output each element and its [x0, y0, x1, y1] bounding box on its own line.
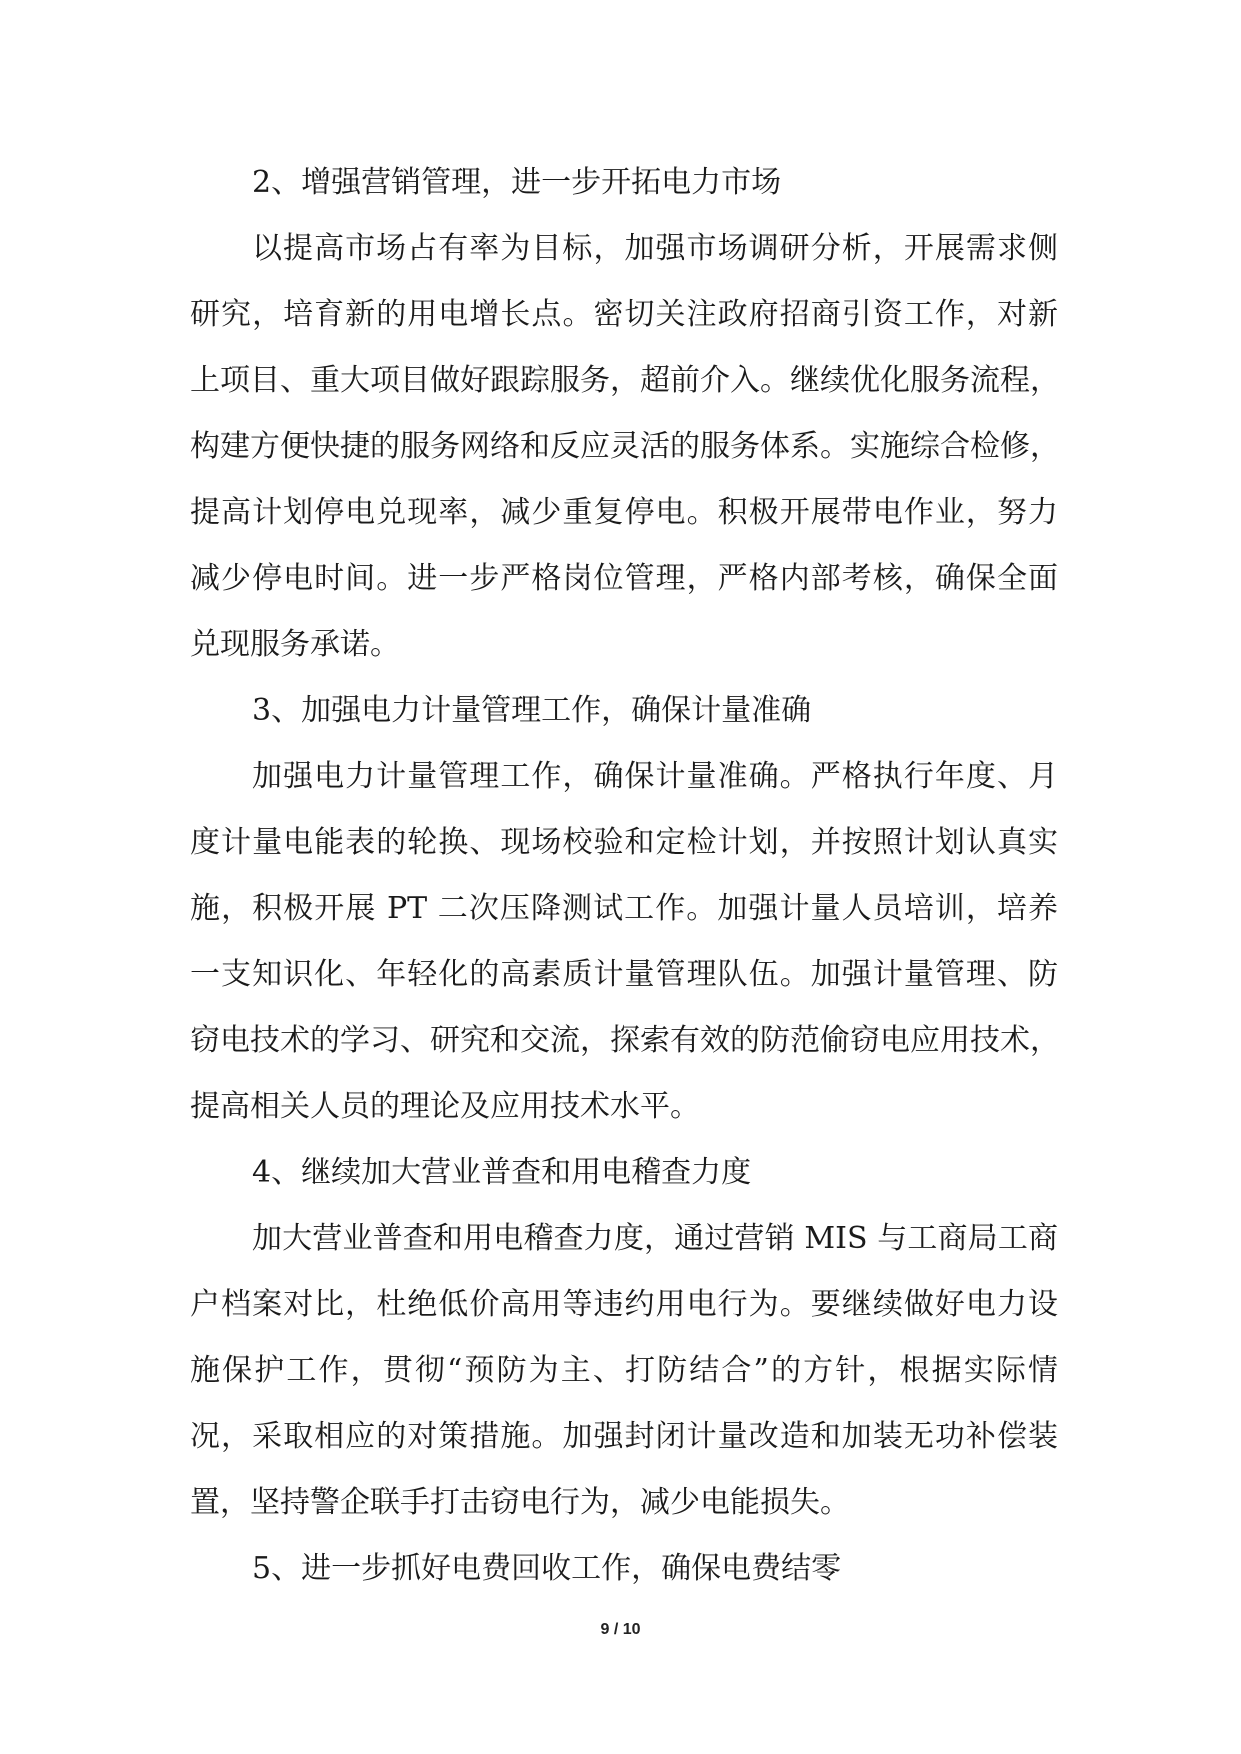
- paragraph-line: 以提高市场占有率为目标，加强市场调研分析，开展需求侧: [252, 231, 1058, 266]
- paragraph-line: 况，采取相应的对策措施。加强封闭计量改造和加装无功补偿装: [190, 1419, 1058, 1454]
- paragraph-line: 窃电技术的学习、研究和交流，探索有效的防范偷窃电应用技术，: [190, 1023, 1060, 1058]
- section-heading: 5、进一步抓好电费回收工作，确保电费结零: [252, 1551, 842, 1586]
- paragraph-line: 施，积极开展 PT 二次压降测试工作。加强计量人员培训，培养: [190, 891, 1058, 926]
- paragraph-line: 一支知识化、年轻化的高素质计量管理队伍。加强计量管理、防: [190, 957, 1058, 992]
- paragraph-line: 加大营业普查和用电稽查力度，通过营销 MIS 与工商局工商: [252, 1221, 1058, 1256]
- section-heading: 3、加强电力计量管理工作，确保计量准确: [252, 693, 812, 728]
- paragraph-line: 提高相关人员的理论及应用技术水平。: [190, 1089, 700, 1124]
- paragraph-line: 加强电力计量管理工作，确保计量准确。严格执行年度、月: [252, 759, 1058, 794]
- paragraph-line: 置，坚持警企联手打击窃电行为，减少电能损失。: [190, 1485, 850, 1520]
- paragraph-line: 减少停电时间。进一步严格岗位管理，严格内部考核，确保全面: [190, 561, 1058, 596]
- section-heading: 2、增强营销管理，进一步开拓电力市场: [252, 165, 782, 200]
- section-heading: 4、继续加大营业普查和用电稽查力度: [252, 1155, 752, 1190]
- paragraph-line: 户档案对比，杜绝低价高用等违约用电行为。要继续做好电力设: [190, 1287, 1058, 1322]
- paragraph-line: 构建方便快捷的服务网络和反应灵活的服务体系。实施综合检修，: [190, 429, 1060, 464]
- paragraph-line: 度计量电能表的轮换、现场校验和定检计划，并按照计划认真实: [190, 825, 1058, 860]
- paragraph-line: 研究，培育新的用电增长点。密切关注政府招商引资工作，对新: [190, 297, 1058, 332]
- paragraph-line: 兑现服务承诺。: [190, 627, 400, 662]
- paragraph-line: 上项目、重大项目做好跟踪服务，超前介入。继续优化服务流程，: [190, 363, 1060, 398]
- paragraph-line: 施保护工作，贯彻“预防为主、打防结合”的方针，根据实际情: [190, 1353, 1058, 1388]
- paragraph-line: 提高计划停电兑现率，减少重复停电。积极开展带电作业，努力: [190, 495, 1058, 530]
- page-number: 9 / 10: [600, 1621, 641, 1638]
